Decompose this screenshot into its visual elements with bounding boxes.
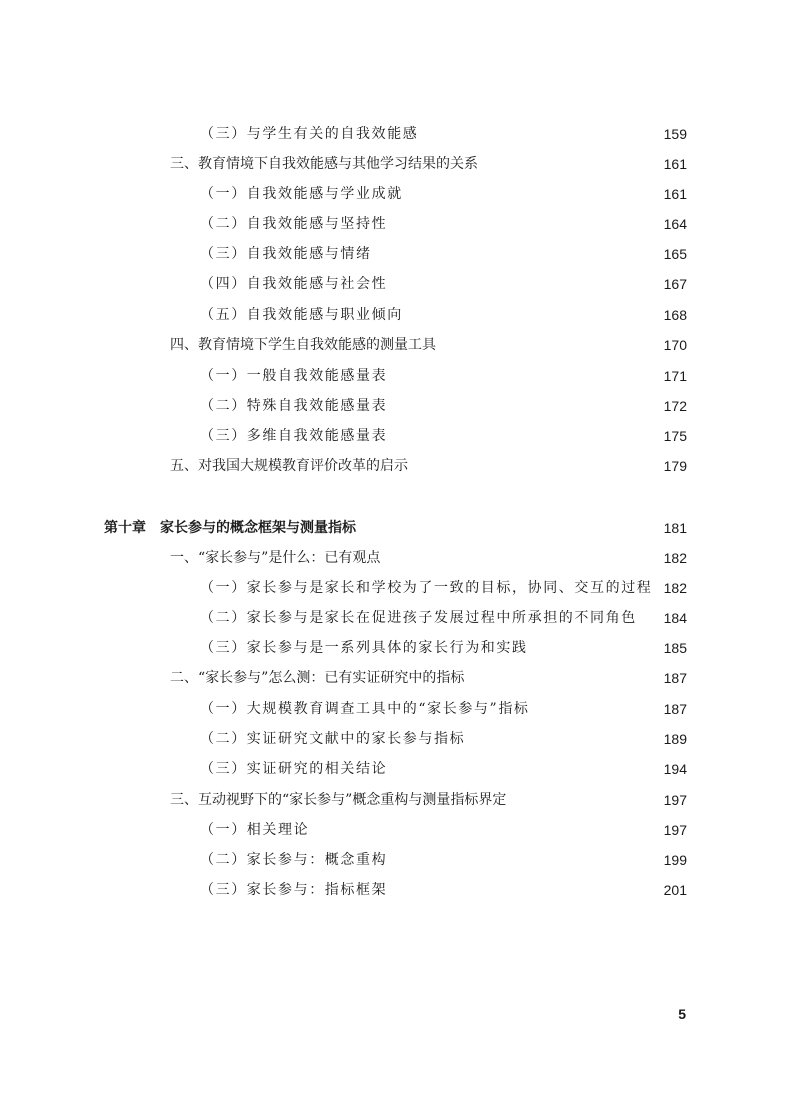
toc-entry-title: 四、教育情境下学生自我效能感的测量工具 (170, 337, 436, 353)
toc-entry-page: 165 (663, 246, 687, 262)
toc-entry (0, 727, 790, 751)
toc-entry-title: （二）家长参与：概念重构 (200, 852, 388, 868)
toc-entry (0, 122, 790, 146)
toc-entry (0, 333, 790, 357)
toc-entry-title: （三）自我效能感与情绪 (200, 246, 372, 262)
toc-entry-title: （一）相关理论 (200, 822, 310, 838)
toc-entry-title: （三）与学生有关的自我效能感 (200, 126, 419, 142)
toc-entry (0, 364, 790, 388)
toc-entry-title: （二）自我效能感与坚持性 (200, 216, 388, 232)
toc-entry-title: 三、互动视野下的“家长参与”概念重构与测量指标界定 (170, 792, 507, 808)
toc-entry (0, 636, 790, 660)
toc-entry (0, 152, 790, 176)
toc-entry-title: （一）大规模教育调查工具中的“家长参与”指标 (200, 701, 530, 717)
toc-entry-title: （三）家长参与：指标框架 (200, 882, 388, 898)
toc-entry (0, 424, 790, 448)
toc-entry-title: 三、教育情境下自我效能感与其他学习结果的关系 (170, 156, 478, 172)
toc-entry-page: 182 (663, 550, 687, 566)
toc-entry (0, 818, 790, 842)
toc-entry-page: 181 (663, 520, 687, 536)
toc-entry-title: 二、“家长参与”怎么测：已有实证研究中的指标 (170, 670, 465, 686)
toc-entry-title: 一、“家长参与”是什么：已有观点 (170, 550, 381, 566)
toc-entry-title: （五）自我效能感与职业倾向 (200, 307, 403, 323)
toc-entry (0, 454, 790, 478)
toc-entry (0, 757, 790, 781)
toc-entry (0, 666, 790, 690)
page-number: 5 (678, 1006, 686, 1022)
toc-entry (0, 242, 790, 266)
toc-entry (0, 272, 790, 296)
toc-entry (0, 546, 790, 570)
toc-entry-title (104, 516, 356, 540)
toc-entry-title: （二）实证研究文献中的家长参与指标 (200, 731, 466, 747)
toc-entry-page: 179 (663, 458, 687, 474)
toc-entry-page: 184 (663, 610, 687, 626)
toc-entry (0, 878, 790, 902)
toc-entry-page: 161 (663, 186, 687, 202)
toc-entry-page: 164 (663, 216, 687, 232)
toc-entry (0, 212, 790, 236)
toc-entry (0, 606, 790, 630)
toc-entry-title: （三）家长参与是一系列具体的家长行为和实践 (200, 640, 528, 656)
toc-entry (0, 576, 790, 600)
toc-entry (0, 394, 790, 418)
toc-entry-page: 187 (663, 701, 687, 717)
toc-entry-title: （三）实证研究的相关结论 (200, 761, 388, 777)
toc-entry-page: 189 (663, 731, 687, 747)
toc-entry-page: 197 (663, 822, 687, 838)
toc-entry-title: （二）特殊自我效能感量表 (200, 398, 388, 414)
toc-entry-title: （二）家长参与是家长在促进孩子发展过程中所承担的不同角色 (200, 610, 637, 626)
toc-entry-title: （三）多维自我效能感量表 (200, 428, 388, 444)
toc-entry (0, 182, 790, 206)
toc-entry-page: 201 (663, 882, 687, 898)
toc-entry-page: 170 (663, 337, 687, 353)
toc-entry-title: （四）自我效能感与社会性 (200, 276, 388, 292)
toc-entry (0, 697, 790, 721)
chapter-label: 第十章 (104, 520, 146, 536)
toc-entry (0, 848, 790, 872)
chapter-title: 家长参与的概念框架与测量指标 (160, 520, 356, 536)
toc-entry-title: 五、对我国大规模教育评价改革的启示 (170, 458, 408, 474)
toc-entry-page: 161 (663, 156, 687, 172)
toc-entry-page: 159 (663, 126, 687, 142)
toc-entry-page: 172 (663, 398, 687, 414)
toc-entry-title: （一）一般自我效能感量表 (200, 368, 388, 384)
toc-chapter-entry (0, 516, 790, 540)
toc-entry-page: 187 (663, 670, 687, 686)
toc-entry-page: 197 (663, 792, 687, 808)
toc-entry-page: 199 (663, 852, 687, 868)
toc-entry (0, 303, 790, 327)
toc-entry-page: 168 (663, 307, 687, 323)
toc-entry-page: 171 (663, 368, 687, 384)
toc-entry-page: 185 (663, 640, 687, 656)
toc-entry-title: （一）家长参与是家长和学校为了一致的目标，协同、交互的过程 (200, 580, 653, 596)
toc-entry-page: 167 (663, 276, 687, 292)
toc-entry-page: 175 (663, 428, 687, 444)
toc-entry (0, 788, 790, 812)
toc-entry-page: 182 (663, 580, 687, 596)
toc-entry-title: （一）自我效能感与学业成就 (200, 186, 403, 202)
toc-entry-page: 194 (663, 761, 687, 777)
